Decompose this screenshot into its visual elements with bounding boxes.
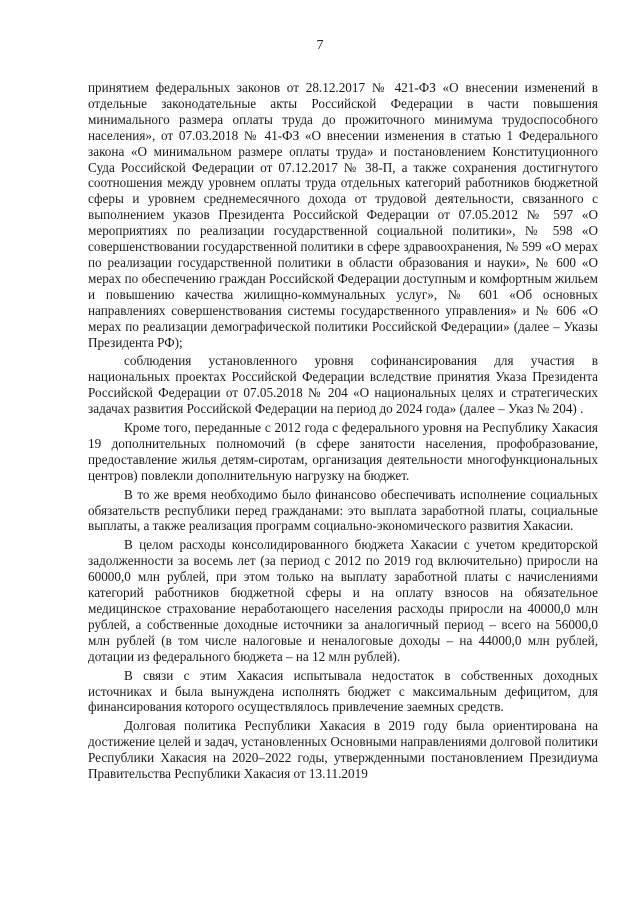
- paragraph-budget-expenses: В целом расходы консолидированного бюджета Хакасии с учетом кредиторской задолженности за восемь лет (за период с 2012 по 2019 год включительно) приросли на 60000,0 млн рублей, при этом только на выплату заработной платы с начислениями категорий работников бюджетной сферы и на оплату взносов на обязательное медицинское страхование неработающего населения расходы приросли на 40000,0 млн рублей, а собственные доходные источники за аналогичный период – всего на 56000,0 млн рублей (в том числе налоговые и неналоговые доходы – на 44000,0 млн рублей, дотации из федерального бюджета – на 12 млн рублей).: [88, 537, 598, 664]
- page-number: 7: [316, 38, 324, 53]
- paragraph-delegated-powers: Кроме того, переданные с 2012 года с федерального уровня на Республику Хакасия 19 дополнительных полномочий (в сфере занятости населения, профобразование, предоставление жилья детям-сиротам, организация деятельности многофункциональных центров) повлекли дополнительную нагрузку на бюджет.: [88, 420, 598, 483]
- paragraph-cofinancing: соблюдения установленного уровня софинансирования для участия в национальных проектах Российской Федерации вследствие принятия Указа Президента Российской Федерации от 07.05.2018 № 204 «О национальных целях и стратегических задачах развития Российской Федерации на период до 2024 года» (далее – Указ № 204) .: [88, 353, 598, 417]
- paragraph-debt-policy: Долговая политика Республики Хакасия в 2019 году была ориентирована на достижение целей и задач, установленных Основными направлениями долговой политики Республики Хакасия на 2020–2022 годы, утвержденными постановлением Президиума Правительства Республики Хакасия от 13.11.2019: [88, 718, 598, 782]
- paragraph-laws-continuation: принятием федеральных законов от 28.12.2017 № 421-ФЗ «О внесении изменений в отдельные законодательные акты Российской Федерации в части повышения минимального размера оплаты труда до прожиточного минимума трудоспособного населения», от 07.03.2018 № 41-ФЗ «О внесении изменения в статью 1 Федерального закона «О минимальном размере оплаты труда» и постановлением Конституционного Суда Российской Федерации от 07.12.2017 № 38-П, а также сохранения достигнутого соотношения между уровнем оплаты труда отдельных категорий работников бюджетной сферы и уровнем среднемесячного дохода от трудовой деятельности, связанного с выполнением указов Президента Российской Федерации от 07.05.2012 № 597 «О мероприятиях по реализации государственной социальной политики», № 598 «О совершенствовании государственной политики в сфере здравоохранения, № 599 «О мерах по реализации государственной политики в области образования и науки», № 600 «О мерах по обеспечению граждан Российской Федерации доступным и комфортным жильем и повышению качества жилищно-коммунальных услуг», № 601 «Об основных направлениях совершенствования системы государственного управления» и № 606 «О мерах по реализации демографической политики Российской Федерации» (далее – Указы Президента РФ);: [88, 80, 598, 350]
- document-body: [88, 80, 598, 782]
- paragraph-deficit: В связи с этим Хакасия испытывала недостаток в собственных доходных источниках и была вынуждена исполнять бюджет с максимальным дефицитом, для финансирования которого осуществлялось привлечение заемных средств.: [88, 667, 598, 715]
- paragraph-social-obligations: В то же время необходимо было финансово обеспечивать исполнение социальных обязательств республики перед гражданами: это выплата заработной платы, социальные выплаты, а также реализация программ социально-экономического развития Хакасии.: [88, 486, 598, 534]
